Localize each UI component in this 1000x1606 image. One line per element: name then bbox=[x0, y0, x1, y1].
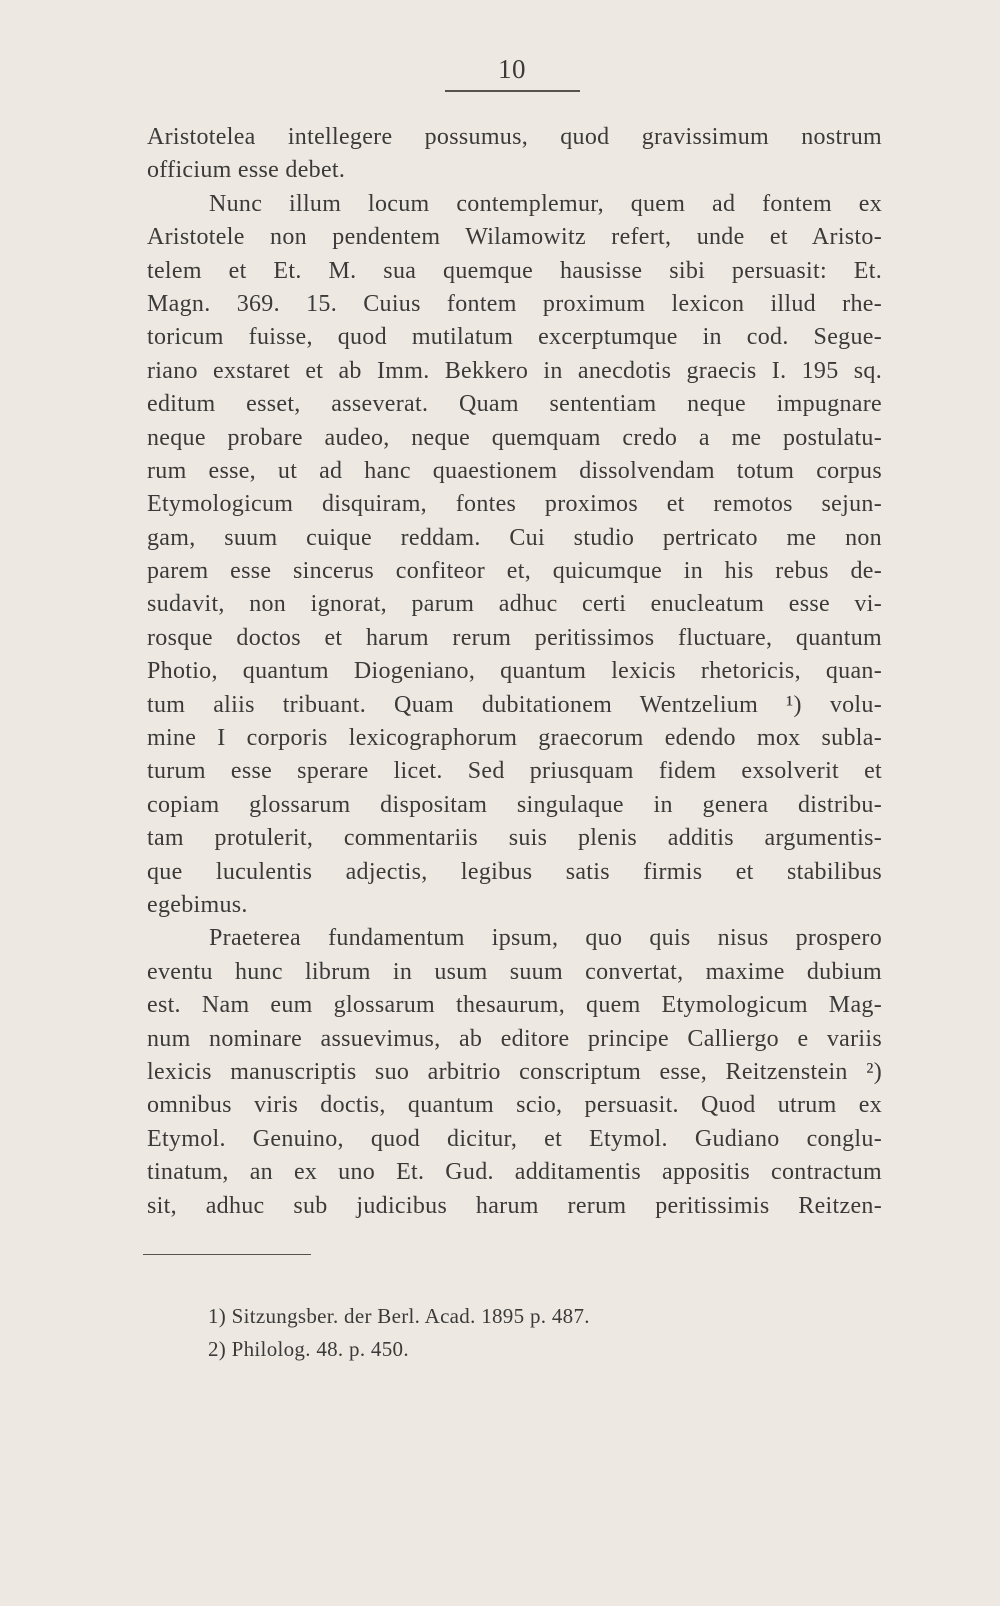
page-number: 10 bbox=[498, 54, 526, 84]
text-line: tam protulerit, commentariis suis plenis additis argumentis- bbox=[147, 825, 882, 852]
text-line: est. Nam eum glossarum thesaurum, quem Etymologicum Mag- bbox=[147, 992, 882, 1019]
text-line: riano exstaret et ab Imm. Bekkero in anecdotis graecis I. 195 sq. bbox=[147, 357, 882, 384]
page-number-rule bbox=[445, 90, 580, 92]
text-line: que luculentis adjectis, legibus satis firmis et stabilibus bbox=[147, 858, 882, 885]
text-line: telem et Et. M. sua quemque hausisse sibi persuasit: Et. bbox=[147, 257, 882, 284]
footnotes bbox=[208, 1300, 908, 1366]
text-line: neque probare audeo, neque quemquam credo a me postulatu- bbox=[147, 424, 882, 451]
footnote-separator-rule bbox=[143, 1254, 311, 1255]
text-line: Etymologicum disquiram, fontes proximos et remotos sejun- bbox=[147, 491, 882, 518]
text-line: tinatum, an ex uno Et. Gud. additamentis appositis contractum bbox=[147, 1159, 882, 1186]
text-line: tum aliis tribuant. Quam dubitationem Wentzelium ¹) volu- bbox=[147, 691, 882, 718]
text-line: Magn. 369. 15. Cuius fontem proximum lexicon illud rhe- bbox=[147, 290, 882, 317]
text-line: Aristotele non pendentem Wilamowitz refert, unde et Aristo- bbox=[147, 224, 882, 251]
footnote-1: 1) Sitzungsber. der Berl. Acad. 1895 p. 487. bbox=[208, 1304, 590, 1328]
text-line: Etymol. Genuino, quod dicitur, et Etymol. Gudiano conglu- bbox=[147, 1125, 882, 1152]
text-line: egebimus. bbox=[147, 891, 248, 918]
text-line: omnibus viris doctis, quantum scio, persuasit. Quod utrum ex bbox=[147, 1092, 882, 1119]
text-line: rosque doctos et harum rerum peritissimos fluctuare, quantum bbox=[147, 624, 882, 651]
text-line: Nunc illum locum contemplemur, quem ad fontem ex bbox=[209, 190, 882, 217]
text-line: rum esse, ut ad hanc quaestionem dissolvendam totum corpus bbox=[147, 457, 882, 484]
text-line: Praeterea fundamentum ipsum, quo quis nisus prospero bbox=[209, 925, 882, 952]
text-line: sudavit, non ignorat, parum adhuc certi enucleatum esse vi- bbox=[147, 591, 882, 618]
text-line: editum esset, asseverat. Quam sententiam neque impugnare bbox=[147, 391, 882, 418]
text-line: Aristotelea intellegere possumus, quod gravissimum nostrum bbox=[147, 124, 882, 150]
text-line: sit, adhuc sub judicibus harum rerum peritissimis Reitzen- bbox=[147, 1192, 882, 1219]
footnote-2: 2) Philolog. 48. p. 450. bbox=[208, 1337, 409, 1361]
text-line: mine I corporis lexicographorum graecorum edendo mox subla- bbox=[147, 725, 882, 752]
text-line: toricum fuisse, quod mutilatum excerptumque in cod. Segue- bbox=[147, 324, 882, 351]
text-line: num nominare assuevimus, ab editore principe Calliergo e variis bbox=[147, 1025, 882, 1052]
text-line: parem esse sincerus confiteor et, quicumque in his rebus de- bbox=[147, 558, 882, 585]
body-text bbox=[147, 121, 882, 1223]
text-line: lexicis manuscriptis suo arbitrio conscriptum esse, Reitzenstein ²) bbox=[147, 1058, 882, 1085]
text-line: gam, suum cuique reddam. Cui studio pertricato me non bbox=[147, 524, 882, 551]
text-line: turum esse sperare licet. Sed priusquam fidem exsolverit et bbox=[147, 758, 882, 785]
text-line: Photio, quantum Diogeniano, quantum lexicis rhetoricis, quan- bbox=[147, 658, 882, 685]
text-line: eventu hunc librum in usum suum convertat, maxime dubium bbox=[147, 958, 882, 985]
text-line: copiam glossarum dispositam singulaque in genera distribu- bbox=[147, 791, 882, 818]
text-line: officium esse debet. bbox=[147, 157, 346, 184]
